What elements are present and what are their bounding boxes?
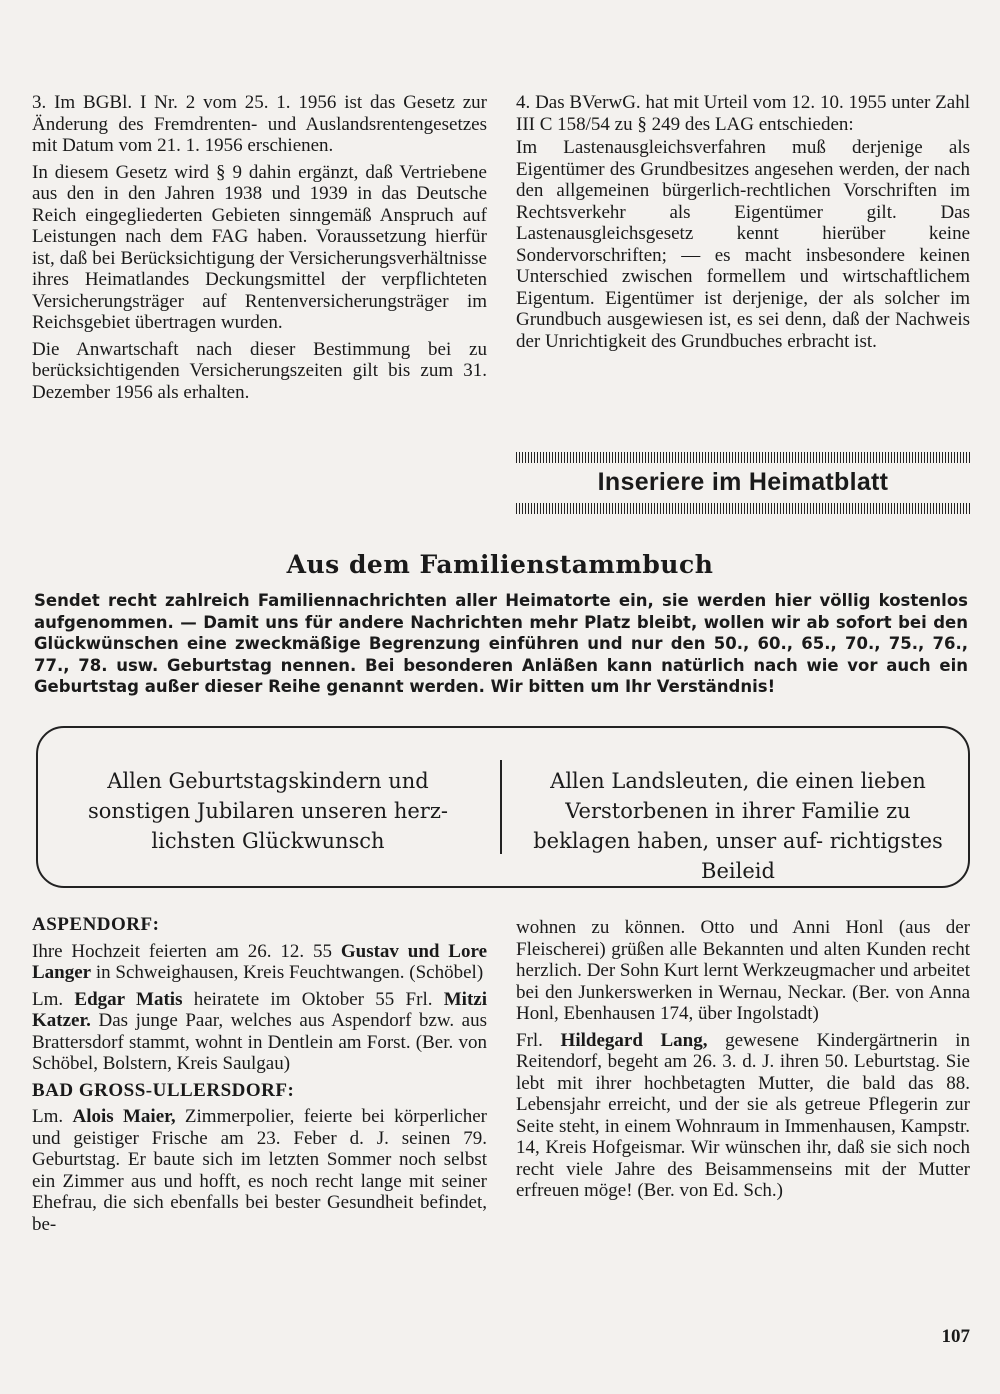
- paragraph: Im Lastenausgleichsverfahren muß derjenige als Eigentümer des Grundbesitzes angesehen werden, der nach den allgemeinen bürgerlich-rechtlichen Vorschriften im Rechtsverkehr als Eigentümer gilt. Das Lastenausgleichsgesetz kennt hierüber keine Sondervorschriften; — es macht insbesondere keinen Unterschied zwischen formellem und wirtschaftlichem Eigentum. Eigentümer ist derjenige, der als solcher im Grundbuch ausgewiesen ist, es sei denn, daß der Nachweis der Unrichtigkeit des Grundbuches erbracht ist.: [516, 137, 970, 352]
- news-column-right: [516, 917, 970, 1207]
- divider: [500, 760, 502, 854]
- place-heading: BAD GROSS-ULLERSDORF:: [32, 1079, 295, 1101]
- news-entry: [32, 1106, 487, 1235]
- advert-box: [516, 452, 970, 514]
- news-entry: [32, 989, 487, 1075]
- paragraph: In diesem Gesetz wird § 9 dahin ergänzt, daß Vertriebene aus den in den Jahren 1938 und 1939 in das Deutsche Reich eingegliederten Gebieten sinngemäß Anspruch auf Leistungen nach dem FAG haben. Voraussetzung hierfür ist, daß bei Berücksichtigung der Versicherungsverhältnisse ihres Heimatlandes Deckungsmittel der verpflichteten Versicherungsträger auf Rentenversicherungsträger im Reichsgebiet übertragen wurden.: [32, 161, 487, 333]
- person-name: Gustav und Lore Langer: [32, 940, 488, 983]
- entry-text: Das junge Paar, welches aus Aspendorf bzw. aus Brattersdorf stammt, wohnt in Dentlein am Forst. (Ber. von Schöbel, Bolstern, Kreis Saulgau): [32, 1010, 487, 1074]
- greeting-condolence: Allen Landsleuten, die einen lieben Verstorbenen in ihrer Familie zu beklagen haben, unser auf- richtigstes Beileid: [533, 769, 943, 883]
- person-name: Hildegard Lang,: [560, 1029, 708, 1051]
- news-entry: [516, 1030, 970, 1202]
- entry-text: heiratete im Oktober 55 Frl.: [182, 988, 444, 1010]
- entry-text: Ihre Hochzeit feierten am 26. 12. 55: [32, 940, 341, 962]
- entry-text: in Schweighausen, Kreis Feuchtwangen. (Schöbel): [91, 962, 484, 983]
- decorative-rule: [516, 452, 970, 463]
- news-entry: wohnen zu können. Otto und Anni Honl (aus der Fleischerei) grüßen alle Bekannten und alten Kunden recht herzlich. Der Sohn Kurt lernt Werkzeugmacher und arbeitet bei den Junkerswerken in Wernau, Neckar. (Ber. von Anna Honl, Ebenhausen 174, über Ingolstadt): [516, 917, 970, 1024]
- place-heading: ASPENDORF:: [32, 914, 160, 935]
- section-title: Aus dem Familienstammbuch: [286, 550, 714, 579]
- entry-text: Zimmerpolier, feierte bei körperlicher und geistiger Frische am 23. Feber d. J. seinen 79. Geburtstag. Er baute sich im letzten Sommer noch selbst ein Zimmer aus und hofft, es noch recht lange mit seiner Ehefrau, die sich ebenfalls bei bester Gesundheit befindet, be-: [32, 1106, 487, 1235]
- decorative-rule: [516, 503, 970, 514]
- news-column-left: [32, 912, 487, 1240]
- advert-title: Inseriere im Heimatblatt: [597, 468, 889, 496]
- person-name: Alois Maier,: [72, 1106, 176, 1127]
- notice-text: Sendet recht zahlreich Familiennachrichten aller Heimatorte ein, sie werden hier völlig kostenlos aufgenommen. — Damit uns für andere Nachrichten mehr Platz bleibt, wollen wir ab sofort bei den Glückwünschen eine zweckmäßige Begrenzung einführen und nur den 50., 60., 65., 70., 75., 76., 77., 78. usw. Geburtstag nennen. Bei besonderen Anläßen kann natürlich nach wie vor auch ein Geburtstag außer dieser Reihe genannt werden. Wir bitten um Ihr Verständnis!: [34, 591, 968, 696]
- paragraph: 4. Das BVerwG. hat mit Urteil vom 12. 10. 1955 unter Zahl III C 158/54 zu § 249 des LAG entschieden:: [516, 92, 970, 135]
- person-name: Edgar Matis: [74, 988, 183, 1010]
- entry-text: Lm.: [32, 988, 75, 1010]
- person-name: Mitzi Katzer.: [32, 988, 488, 1031]
- page-number: 107: [941, 1326, 970, 1347]
- paragraph: 3. Im BGBl. I Nr. 2 vom 25. 1. 1956 ist das Gesetz zur Änderung des Fremdrenten- und Auslandsrentengesetzes mit Datum vom 21. 1. 1956 erschienen.: [32, 92, 487, 156]
- entry-text: Lm.: [32, 1106, 73, 1127]
- news-entry: [32, 941, 487, 984]
- greeting-frame: [36, 726, 970, 888]
- paragraph: Die Anwartschaft nach dieser Bestimmung bei zu berücksichtigenden Versicherungszeiten gilt bis zum 31. Dezember 1956 als erhalten.: [32, 338, 487, 403]
- entry-text: Frl.: [516, 1029, 561, 1051]
- entry-text: gewesene Kindergärtnerin in Reitendorf, begeht am 26. 3. d. J. ihren 50. Leburtstag. Sie lebt mit ihrer hochbetagten Mutter, die bald das 88. Lebensjahr erreicht, und der sie als getreue Pflegerin zur Seite steht, in einem Wohnraum in Immenhausen, Kampstr. 14, Kreis Hofgeismar. Wir wünschen ihr, daß sie sich noch recht viele Jahre des Beisammenseins mit der Mutter erfreuen möge! (Ber. von Ed. Sch.): [516, 1029, 970, 1201]
- article-column-top-left: [32, 92, 487, 408]
- greeting-birthday: Allen Geburtstagskindern und sonstigen Jubilaren unseren herz- lichsten Glückwunsch: [87, 769, 449, 853]
- article-column-top-right: [516, 92, 970, 357]
